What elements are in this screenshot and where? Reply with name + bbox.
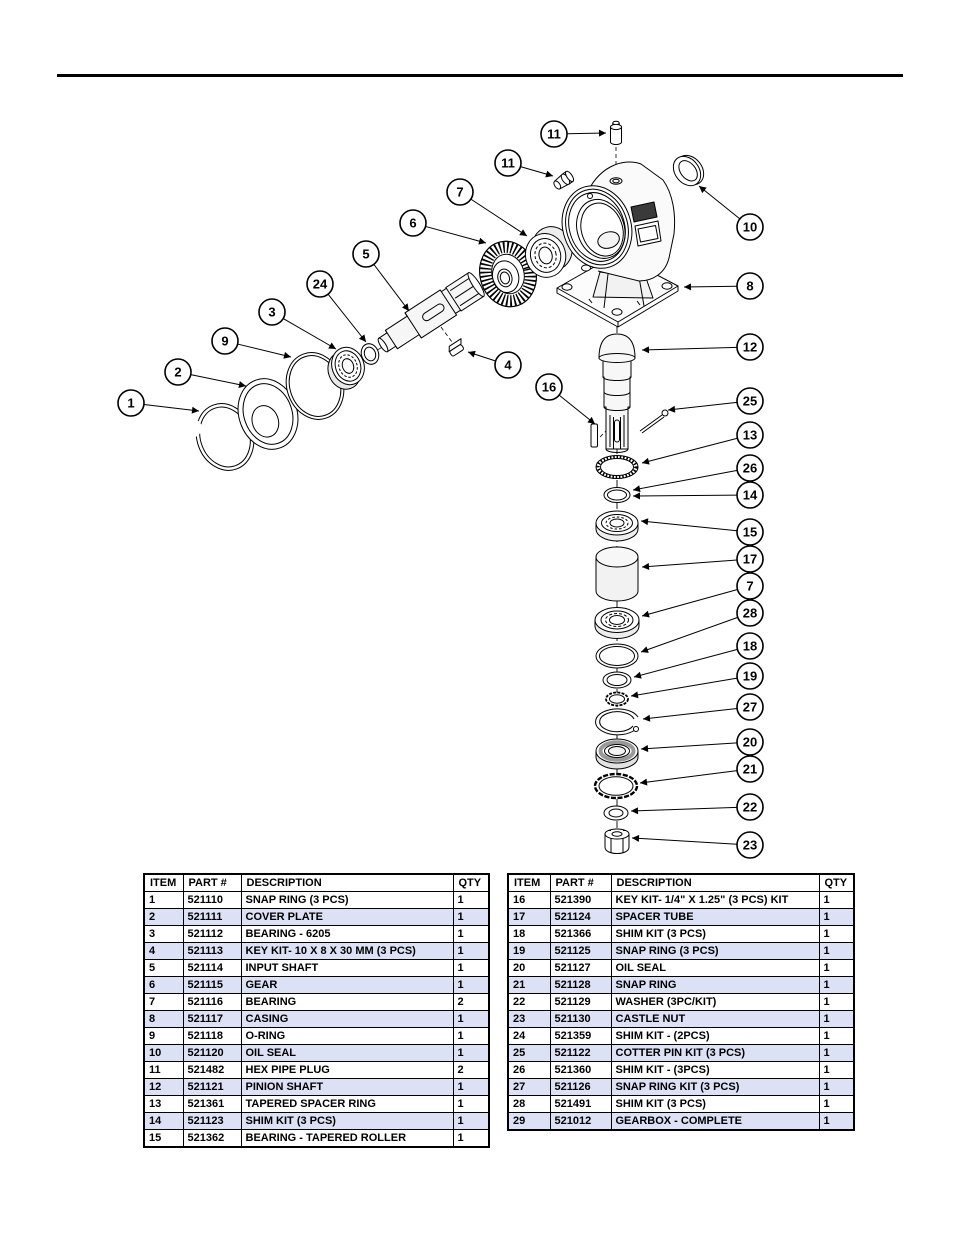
cell-description: BEARING - TAPERED ROLLER: [241, 1130, 453, 1148]
cell-item: 4: [144, 943, 183, 960]
cell-qty: 1: [453, 1096, 489, 1113]
callout-leader-23: [632, 838, 737, 844]
cell-part: 521390: [550, 892, 611, 909]
part-snap-ring-27: [595, 709, 639, 735]
cell-description: CASTLE NUT: [611, 1011, 819, 1028]
column-header-qty: QTY: [819, 874, 854, 892]
callout-leader-25: [668, 402, 737, 410]
callout-leader-7: [471, 199, 527, 236]
parts-table-items-16-29: [507, 873, 855, 1131]
cell-item: 12: [144, 1079, 183, 1096]
table-row: [144, 960, 489, 977]
cell-part: 521111: [183, 909, 241, 926]
part-hex-plug-side: [552, 170, 575, 191]
cell-description: SHIM KIT (3 PCS): [611, 1096, 819, 1113]
callout-number-12: 12: [742, 339, 758, 355]
callout-number-15: 15: [742, 524, 758, 540]
cell-part: 521366: [550, 926, 611, 943]
column-header-item: ITEM: [508, 874, 550, 892]
cell-part: 521482: [183, 1062, 241, 1079]
callout-number-5: 5: [362, 246, 370, 262]
callout-leader-3: [283, 319, 336, 349]
cell-qty: 1: [453, 960, 489, 977]
callout-number-10: 10: [742, 219, 758, 235]
table-row: [144, 892, 489, 909]
part-input-shaft: [373, 270, 487, 359]
cell-item: 15: [144, 1130, 183, 1148]
cell-item: 25: [508, 1045, 550, 1062]
cell-qty: 1: [453, 909, 489, 926]
table-row: [508, 943, 854, 960]
cell-part: 521125: [550, 943, 611, 960]
cell-part: 521114: [183, 960, 241, 977]
cell-qty: 1: [819, 1062, 854, 1079]
cell-item: 19: [508, 943, 550, 960]
cell-qty: 2: [453, 1062, 489, 1079]
cell-description: SHIM KIT - (3PCS): [611, 1062, 819, 1079]
cell-part: 521361: [183, 1096, 241, 1113]
cell-item: 29: [508, 1113, 550, 1131]
cell-part: 521012: [550, 1113, 611, 1131]
cell-item: 20: [508, 960, 550, 977]
table-row: [144, 1079, 489, 1096]
table-header-row: [508, 874, 854, 892]
cell-qty: 1: [453, 1045, 489, 1062]
callout-number-13: 13: [742, 427, 758, 443]
column-header-item: ITEM: [144, 874, 183, 892]
cell-description: INPUT SHAFT: [241, 960, 453, 977]
callout-leader-1: [144, 405, 199, 411]
callout-leader-11: [567, 133, 606, 134]
table-row: [508, 892, 854, 909]
callout-leader-8: [684, 286, 737, 287]
part-shim-28: [596, 644, 638, 668]
table-header-row: [144, 874, 489, 892]
cell-item: 17: [508, 909, 550, 926]
cell-part: 521117: [183, 1011, 241, 1028]
cell-qty: 1: [819, 960, 854, 977]
callout-number-23: 23: [742, 837, 758, 853]
cell-description: O-RING: [241, 1028, 453, 1045]
cell-description: PINION SHAFT: [241, 1079, 453, 1096]
cell-item: 13: [144, 1096, 183, 1113]
cell-part: 521121: [183, 1079, 241, 1096]
cell-description: SHIM KIT - (2PCS): [611, 1028, 819, 1045]
callout-leader-2: [191, 375, 246, 386]
table-row: [508, 1113, 854, 1131]
cell-part: 521123: [183, 1113, 241, 1130]
table-row: [508, 909, 854, 926]
cell-qty: 1: [819, 926, 854, 943]
cell-qty: 1: [819, 977, 854, 994]
callout-number-4: 4: [504, 357, 512, 373]
part-spacer-tube: [596, 547, 638, 601]
callout-leader-17: [642, 560, 737, 567]
table-row: [144, 1011, 489, 1028]
cell-description: SNAP RING (3 PCS): [611, 943, 819, 960]
cell-part: 521118: [183, 1028, 241, 1045]
table-row: [144, 1130, 489, 1148]
cell-description: SHIM KIT (3 PCS): [611, 926, 819, 943]
cell-item: 8: [144, 1011, 183, 1028]
cell-item: 28: [508, 1096, 550, 1113]
callout-leader-4: [468, 352, 496, 361]
cell-part: 521113: [183, 943, 241, 960]
cell-qty: 1: [819, 892, 854, 909]
cell-description: COTTER PIN KIT (3 PCS): [611, 1045, 819, 1062]
column-header-description: DESCRIPTION: [611, 874, 819, 892]
cell-item: 9: [144, 1028, 183, 1045]
callout-number-28: 28: [742, 605, 758, 621]
cell-part: 521126: [550, 1079, 611, 1096]
cell-description: OIL SEAL: [241, 1045, 453, 1062]
cell-item: 24: [508, 1028, 550, 1045]
column-header-description: DESCRIPTION: [241, 874, 453, 892]
callout-leader-10: [699, 186, 740, 219]
cell-item: 3: [144, 926, 183, 943]
cell-item: 21: [508, 977, 550, 994]
callout-number-25: 25: [742, 393, 758, 409]
cell-description: GEAR: [241, 977, 453, 994]
cell-description: SHIM KIT (3 PCS): [241, 1113, 453, 1130]
callout-leader-15: [641, 521, 737, 531]
part-hex-plug-top: [611, 121, 622, 144]
rim-tab: [588, 194, 593, 199]
callout-number-14: 14: [742, 487, 758, 503]
column-header-part: PART #: [183, 874, 241, 892]
table-row: [144, 1045, 489, 1062]
table-row: [144, 943, 489, 960]
cell-item: 2: [144, 909, 183, 926]
table-row: [508, 1011, 854, 1028]
callout-number-24: 24: [312, 276, 328, 292]
cell-description: OIL SEAL: [611, 960, 819, 977]
callout-number-21: 21: [742, 761, 758, 777]
cell-part: 521116: [183, 994, 241, 1011]
callout-number-8: 8: [746, 278, 754, 294]
cell-item: 14: [144, 1113, 183, 1130]
table-row: [508, 960, 854, 977]
table-row: [508, 1062, 854, 1079]
table-row: [508, 1045, 854, 1062]
cell-qty: 1: [453, 892, 489, 909]
cell-qty: 1: [819, 1028, 854, 1045]
cell-qty: 1: [453, 1028, 489, 1045]
callout-number-7: 7: [746, 578, 754, 594]
callout-leader-14: [633, 495, 737, 496]
cell-qty: 1: [819, 909, 854, 926]
callout-leader-5: [374, 264, 409, 311]
table-row: [144, 977, 489, 994]
table-row: [144, 909, 489, 926]
callout-number-16: 16: [541, 379, 557, 395]
diagram-art: [187, 121, 709, 853]
cell-description: WASHER (3PC/KIT): [611, 994, 819, 1011]
cell-qty: 1: [819, 1113, 854, 1131]
cell-qty: 1: [819, 943, 854, 960]
callout-number-11: 11: [547, 126, 561, 142]
cell-part: 521129: [550, 994, 611, 1011]
callout-number-11: 11: [501, 155, 515, 171]
cell-qty: 1: [453, 1011, 489, 1028]
cell-description: SNAP RING KIT (3 PCS): [611, 1079, 819, 1096]
cell-item: 16: [508, 892, 550, 909]
part-washer: [604, 806, 628, 820]
column-header-qty: QTY: [453, 874, 489, 892]
cell-item: 26: [508, 1062, 550, 1079]
cell-part: 521359: [550, 1028, 611, 1045]
callout-leader-28: [641, 617, 738, 652]
table-row: [508, 926, 854, 943]
parts-table-items-1-15: [143, 873, 490, 1148]
cell-qty: 1: [453, 1130, 489, 1148]
cell-qty: 1: [819, 1011, 854, 1028]
cell-description: SPACER TUBE: [611, 909, 819, 926]
cell-part: 521122: [550, 1045, 611, 1062]
cell-part: 521112: [183, 926, 241, 943]
callout-leader-7: [642, 589, 737, 616]
cell-part: 521124: [550, 909, 611, 926]
part-snap-ring-19: [606, 693, 628, 706]
callout-leader-21: [640, 771, 737, 783]
cell-description: COVER PLATE: [241, 909, 453, 926]
callout-leader-22: [631, 807, 737, 811]
callout-number-19: 19: [742, 668, 758, 684]
table-row: [508, 977, 854, 994]
part-seal-ring: [668, 149, 710, 192]
callout-leader-26: [633, 470, 737, 490]
cell-description: BEARING: [241, 994, 453, 1011]
table-row: [144, 1028, 489, 1045]
cell-part: 521130: [550, 1011, 611, 1028]
cell-description: SNAP RING (3 PCS): [241, 892, 453, 909]
callout-leader-6: [426, 226, 486, 243]
callout-number-17: 17: [742, 551, 758, 567]
cell-part: 521120: [183, 1045, 241, 1062]
part-bearing-7b: [595, 608, 639, 639]
callout-number-7: 7: [456, 184, 464, 200]
cell-description: GEARBOX - COMPLETE: [611, 1113, 819, 1131]
cell-description: KEY KIT- 10 X 8 X 30 MM (3 PCS): [241, 943, 453, 960]
table-row: [508, 1028, 854, 1045]
callout-leader-19: [631, 678, 737, 696]
cell-description: KEY KIT- 1/4" X 1.25" (3 PCS) KIT: [611, 892, 819, 909]
cell-qty: 1: [453, 926, 489, 943]
part-cotter-pin: [640, 410, 668, 433]
table-row: [144, 1113, 489, 1130]
callout-number-27: 27: [742, 699, 758, 715]
cell-description: TAPERED SPACER RING: [241, 1096, 453, 1113]
part-key-16: [591, 424, 598, 447]
part-pinion-shaft: [599, 334, 635, 453]
cell-description: BEARING - 6205: [241, 926, 453, 943]
callout-number-2: 2: [174, 364, 182, 380]
part-bearing-tapered: [596, 511, 638, 541]
cell-item: 10: [144, 1045, 183, 1062]
cell-part: 521362: [183, 1130, 241, 1148]
part-key-4: [447, 339, 467, 357]
table-row: [508, 1079, 854, 1096]
callout-number-9: 9: [221, 333, 229, 349]
callout-leader-13: [642, 438, 737, 463]
part-shim-18: [603, 672, 631, 688]
cell-description: CASING: [241, 1011, 453, 1028]
part-oil-seal: [596, 739, 638, 769]
cell-item: 18: [508, 926, 550, 943]
table-row: [144, 1062, 489, 1079]
part-castle-nut: [605, 829, 629, 854]
cell-qty: 1: [453, 1113, 489, 1130]
cell-part: 521128: [550, 977, 611, 994]
cell-qty: 1: [819, 1079, 854, 1096]
callout-number-18: 18: [742, 638, 758, 654]
cell-qty: 1: [453, 1079, 489, 1096]
cell-item: 11: [144, 1062, 183, 1079]
callout-number-3: 3: [268, 304, 276, 320]
table-row: [508, 1096, 854, 1113]
cell-item: 23: [508, 1011, 550, 1028]
table-row: [144, 1096, 489, 1113]
cell-part: 521110: [183, 892, 241, 909]
callout-number-1: 1: [127, 395, 135, 411]
cell-item: 7: [144, 994, 183, 1011]
cell-qty: 1: [819, 1045, 854, 1062]
cell-part: 521360: [550, 1062, 611, 1079]
callout-number-22: 22: [742, 799, 758, 815]
cell-description: SNAP RING: [611, 977, 819, 994]
cell-qty: 1: [453, 977, 489, 994]
callout-number-26: 26: [742, 460, 758, 476]
cell-part: 521127: [550, 960, 611, 977]
cell-qty: 1: [453, 943, 489, 960]
cell-description: HEX PIPE PLUG: [241, 1062, 453, 1079]
part-shim-26-14: [604, 488, 630, 503]
column-header-part: PART #: [550, 874, 611, 892]
callout-leader-27: [643, 708, 737, 719]
cell-part: 521115: [183, 977, 241, 994]
cell-part: 521491: [550, 1096, 611, 1113]
callout-leader-11: [520, 167, 553, 176]
table-row: [144, 994, 489, 1011]
table-row: [144, 926, 489, 943]
callout-number-20: 20: [742, 734, 758, 750]
cell-qty: 1: [819, 1096, 854, 1113]
part-tapered-spacer-ring: [596, 456, 638, 479]
callout-leader-20: [641, 743, 737, 749]
cell-qty: 1: [819, 994, 854, 1011]
part-snap-ring-21: [595, 774, 637, 798]
cell-item: 22: [508, 994, 550, 1011]
cell-item: 27: [508, 1079, 550, 1096]
callout-leader-9: [238, 344, 291, 357]
cell-item: 1: [144, 892, 183, 909]
callout-leader-24: [328, 294, 366, 342]
callout-leader-18: [634, 649, 737, 677]
cell-qty: 2: [453, 994, 489, 1011]
table-row: [508, 994, 854, 1011]
callout-number-6: 6: [409, 215, 417, 231]
cell-item: 5: [144, 960, 183, 977]
callout-leader-16: [559, 395, 595, 424]
cell-item: 6: [144, 977, 183, 994]
callout-leader-12: [642, 347, 737, 350]
